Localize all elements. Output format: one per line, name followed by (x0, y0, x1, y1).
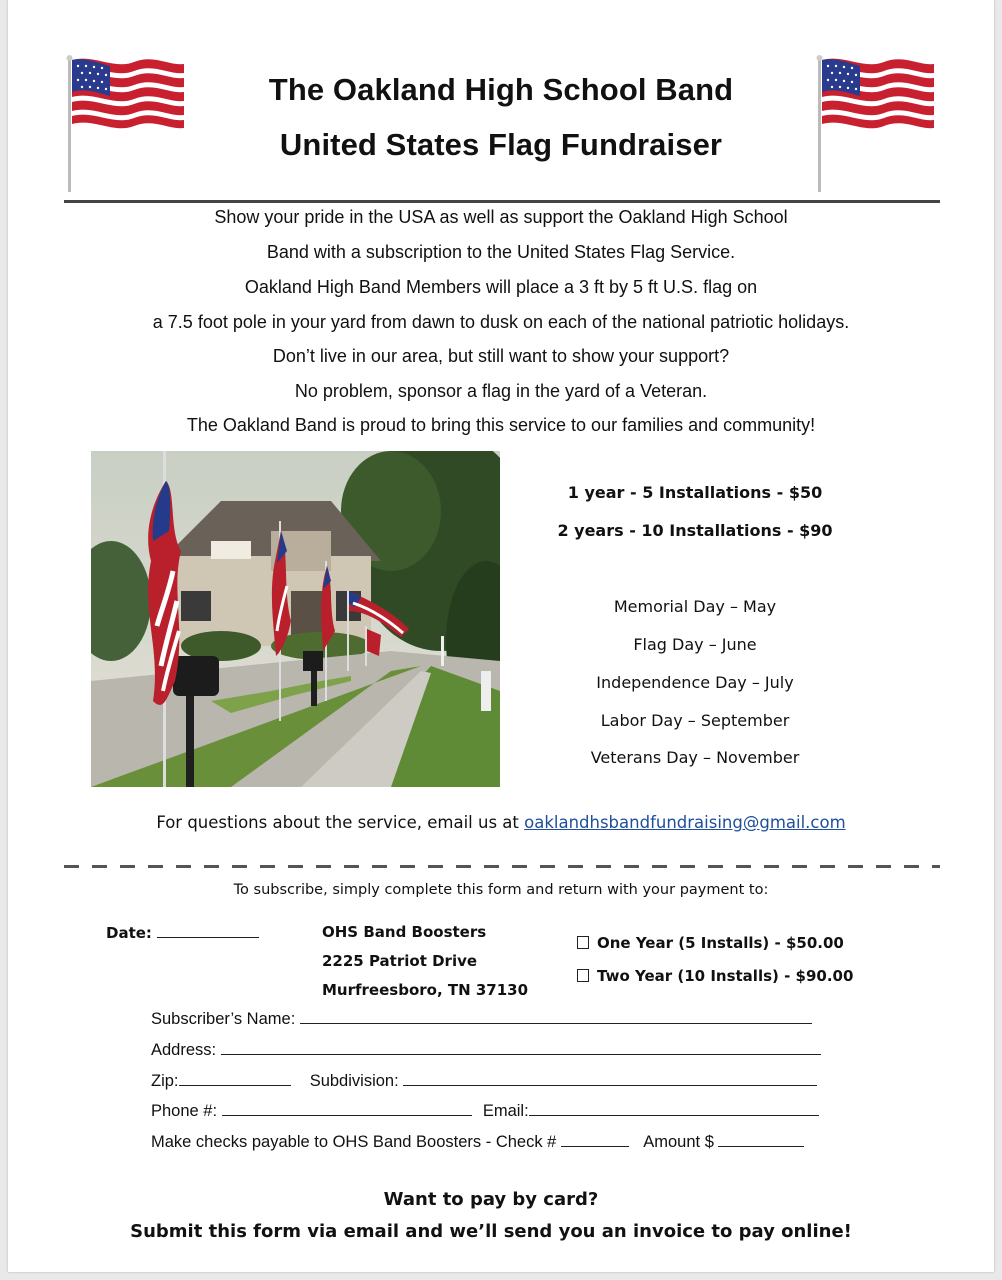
contact-email-link[interactable]: oaklandhsbandfundraising@gmail.com (524, 813, 846, 832)
option-one-year-label: One Year (5 Installs) - $50.00 (597, 934, 844, 952)
address-row (151, 1040, 821, 1060)
amount-field[interactable] (718, 1132, 804, 1147)
intro-line-3: Oakland High Band Members will place a 3 ft by 5 ft U.S. flag on (244, 277, 758, 297)
check-number-field[interactable] (561, 1132, 629, 1147)
intro-line-7: The Oakland Band is proud to bring this service to our families and community! (186, 415, 816, 435)
intro-line-4: a 7.5 foot pole in your yard from dawn to dusk on each of the national patriotic holidays. (152, 312, 850, 332)
intro-line-6: No problem, sponsor a flag in the yard of a Veteran. (294, 381, 708, 401)
holiday-veterans-day: Veterans Day – November (590, 748, 800, 767)
zip-row (151, 1071, 817, 1091)
subscriber-name-label: Subscriber’s Name: (151, 1010, 296, 1028)
holiday-flag-day: Flag Day – June (633, 635, 757, 654)
email-label: Email: (482, 1102, 529, 1120)
option-two-year-label: Two Year (10 Installs) - $90.00 (597, 967, 854, 985)
intro-line-1: Show your pride in the USA as well as support the Oakland High School (214, 207, 788, 227)
payment-row (151, 1132, 804, 1152)
subscriber-name-field[interactable] (300, 1009, 812, 1024)
zip-field[interactable] (179, 1071, 291, 1086)
phone-field[interactable] (222, 1101, 472, 1116)
option-one-year[interactable] (577, 934, 844, 952)
header-divider (64, 200, 940, 203)
date-label: Date: (106, 924, 152, 942)
title-line-2: United States Flag Fundraiser (279, 127, 723, 162)
email-field[interactable] (529, 1101, 819, 1116)
phone-row (151, 1101, 819, 1121)
cut-line (64, 865, 940, 868)
price-option-2: 2 years - 10 Installations - $90 (557, 521, 833, 540)
subdivision-label: Subdivision: (309, 1072, 399, 1090)
mail-address-line-2: 2225 Patriot Drive (322, 952, 478, 970)
date-field[interactable] (157, 923, 259, 938)
contact-prefix: For questions about the service, email us at (156, 813, 525, 832)
subdivision-field[interactable] (403, 1071, 817, 1086)
mail-address-line-3: Murfreesboro, TN 37130 (322, 981, 529, 999)
phone-label: Phone #: (151, 1102, 218, 1120)
address-label: Address: (151, 1041, 217, 1059)
amount-label: Amount $ (643, 1133, 714, 1151)
contact-line (0, 813, 1002, 832)
subscriber-name-row (151, 1009, 812, 1029)
intro-line-2: Band with a subscription to the United States Flag Service. (266, 242, 736, 262)
form-instruction: To subscribe, simply complete this form and return with your payment to: (233, 882, 769, 898)
address-field[interactable] (221, 1040, 821, 1055)
checks-label: Make checks payable to OHS Band Boosters - Check # (151, 1133, 557, 1151)
checkbox-one-year[interactable] (577, 936, 589, 949)
price-option-1: 1 year - 5 Installations - $50 (567, 483, 823, 502)
zip-label: Zip: (151, 1072, 179, 1090)
date-row (106, 923, 259, 942)
mail-address-line-1: OHS Band Boosters (322, 923, 487, 941)
street-flags-photo (91, 451, 500, 787)
holiday-memorial-day: Memorial Day – May (613, 597, 777, 616)
holiday-labor-day: Labor Day – September (600, 711, 790, 730)
checkbox-two-year[interactable] (577, 969, 589, 982)
option-two-year[interactable] (577, 967, 853, 985)
footer-line-1: Want to pay by card? (383, 1189, 599, 1210)
title-line-1: The Oakland High School Band (268, 72, 734, 107)
intro-line-5: Don’t live in our area, but still want to show your support? (272, 346, 730, 366)
holiday-independence-day: Independence Day – July (596, 673, 794, 692)
footer-line-2: Submit this form via email and we’ll send you an invoice to pay online! (130, 1221, 852, 1242)
